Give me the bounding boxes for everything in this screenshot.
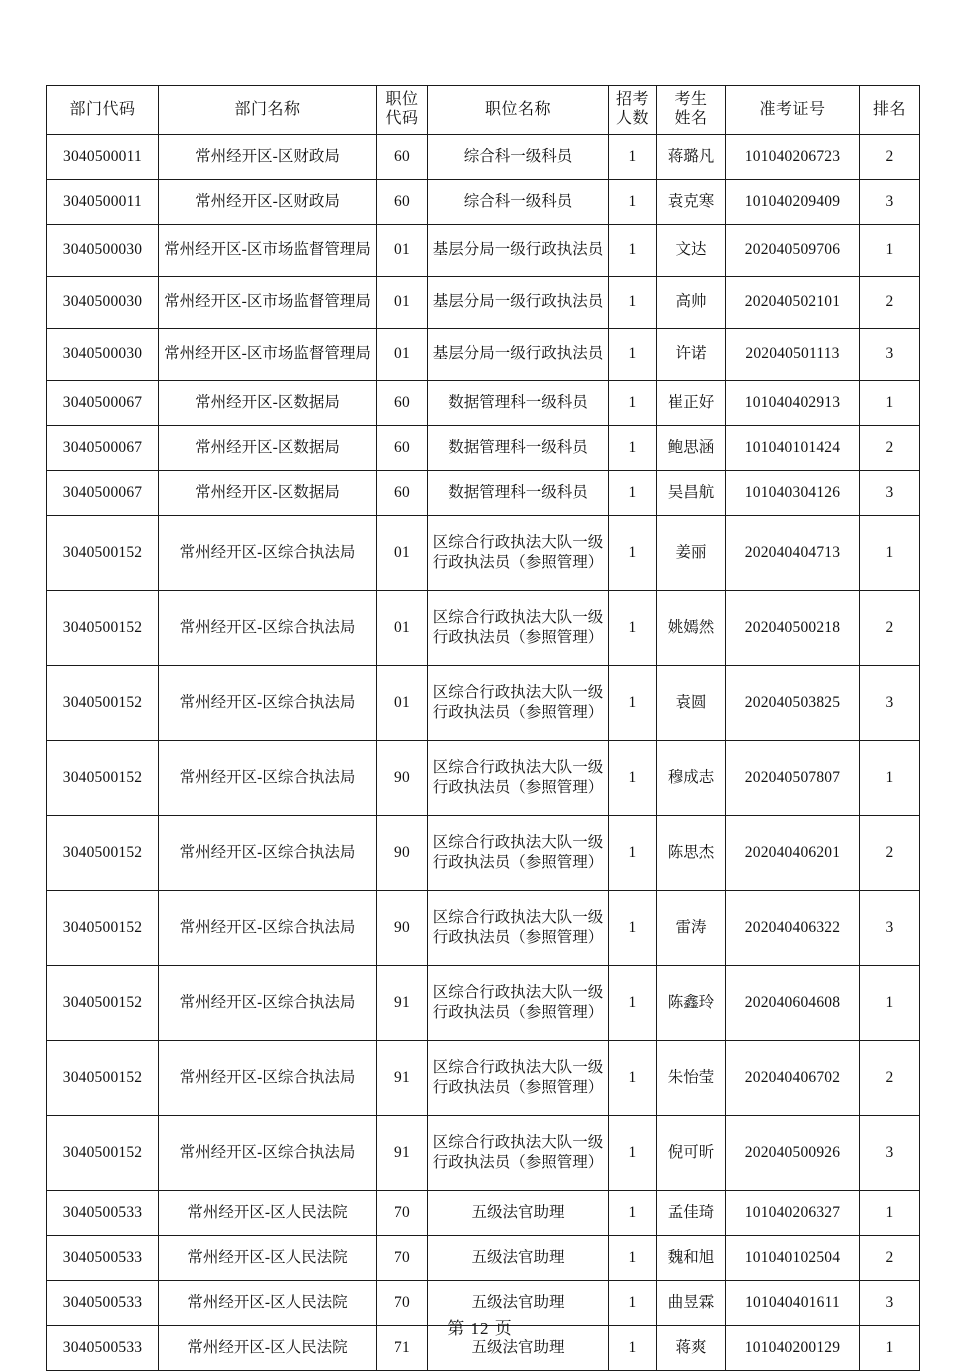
table-row bbox=[47, 515, 920, 590]
cell-exam-number: 202040406702 bbox=[726, 1040, 860, 1115]
cell-candidate-name: 孟佳琦 bbox=[657, 1190, 726, 1235]
cell-exam-number: 101040206723 bbox=[726, 134, 860, 179]
cell-rank: 3 bbox=[860, 890, 920, 965]
cell-department-code: 3040500533 bbox=[47, 1325, 159, 1370]
cell-position-code: 60 bbox=[377, 425, 428, 470]
cell-exam-number: 101040206327 bbox=[726, 1190, 860, 1235]
cell-department-code: 3040500152 bbox=[47, 665, 159, 740]
cell-position-code: 90 bbox=[377, 740, 428, 815]
cell-rank: 2 bbox=[860, 590, 920, 665]
cell-exam-number: 101040102504 bbox=[726, 1235, 860, 1280]
cell-position-code: 91 bbox=[377, 1040, 428, 1115]
cell-recruit-count: 1 bbox=[609, 740, 657, 815]
cell-position-code: 60 bbox=[377, 134, 428, 179]
cell-position-name: 区综合行政执法大队一级行政执法员（参照管理） bbox=[428, 590, 609, 665]
cell-department-code: 3040500152 bbox=[47, 1040, 159, 1115]
cell-recruit-count: 1 bbox=[609, 890, 657, 965]
cell-exam-number: 101040209409 bbox=[726, 179, 860, 224]
cell-recruit-count: 1 bbox=[609, 470, 657, 515]
cell-candidate-name: 高帅 bbox=[657, 276, 726, 328]
cell-position-name: 区综合行政执法大队一级行政执法员（参照管理） bbox=[428, 665, 609, 740]
cell-exam-number: 202040500218 bbox=[726, 590, 860, 665]
cell-department-name: 常州经开区-区数据局 bbox=[159, 470, 377, 515]
column-header-dept-name: 部门名称 bbox=[159, 86, 377, 135]
cell-exam-number: 202040507807 bbox=[726, 740, 860, 815]
cell-position-name: 区综合行政执法大队一级行政执法员（参照管理） bbox=[428, 1040, 609, 1115]
cell-rank: 3 bbox=[860, 328, 920, 380]
cell-department-name: 常州经开区-区财政局 bbox=[159, 134, 377, 179]
cell-department-name: 常州经开区-区综合执法局 bbox=[159, 515, 377, 590]
cell-exam-number: 202040502101 bbox=[726, 276, 860, 328]
table-row bbox=[47, 740, 920, 815]
cell-position-code: 01 bbox=[377, 515, 428, 590]
cell-rank: 3 bbox=[860, 1280, 920, 1325]
table-row bbox=[47, 134, 920, 179]
cell-department-code: 3040500152 bbox=[47, 740, 159, 815]
cell-department-name: 常州经开区-区市场监督管理局 bbox=[159, 328, 377, 380]
table-header-row bbox=[47, 86, 920, 135]
cell-candidate-name: 雷涛 bbox=[657, 890, 726, 965]
table-row bbox=[47, 890, 920, 965]
cell-rank: 2 bbox=[860, 276, 920, 328]
cell-candidate-name: 陈思杰 bbox=[657, 815, 726, 890]
page-footer: 第 12 页 bbox=[447, 1319, 513, 1338]
table-row bbox=[47, 224, 920, 276]
cell-department-name: 常州经开区-区市场监督管理局 bbox=[159, 224, 377, 276]
cell-recruit-count: 1 bbox=[609, 1325, 657, 1370]
cell-exam-number: 202040406201 bbox=[726, 815, 860, 890]
cell-position-name: 五级法官助理 bbox=[428, 1280, 609, 1325]
cell-position-code: 60 bbox=[377, 380, 428, 425]
cell-exam-number: 202040404713 bbox=[726, 515, 860, 590]
cell-candidate-name: 蒋爽 bbox=[657, 1325, 726, 1370]
cell-recruit-count: 1 bbox=[609, 1115, 657, 1190]
cell-candidate-name: 姜丽 bbox=[657, 515, 726, 590]
cell-rank: 1 bbox=[860, 740, 920, 815]
cell-recruit-count: 1 bbox=[609, 276, 657, 328]
cell-department-name: 常州经开区-区人民法院 bbox=[159, 1235, 377, 1280]
cell-exam-number: 101040200129 bbox=[726, 1325, 860, 1370]
cell-department-name: 常州经开区-区综合执法局 bbox=[159, 1115, 377, 1190]
cell-recruit-count: 1 bbox=[609, 590, 657, 665]
cell-department-code: 3040500152 bbox=[47, 515, 159, 590]
cell-exam-number: 202040509706 bbox=[726, 224, 860, 276]
column-header-candidate-name bbox=[657, 86, 726, 135]
cell-rank: 2 bbox=[860, 425, 920, 470]
cell-candidate-name: 朱怡莹 bbox=[657, 1040, 726, 1115]
cell-department-code: 3040500152 bbox=[47, 1115, 159, 1190]
cell-department-code: 3040500067 bbox=[47, 380, 159, 425]
cell-rank: 1 bbox=[860, 224, 920, 276]
cell-exam-number: 101040401611 bbox=[726, 1280, 860, 1325]
table-row bbox=[47, 328, 920, 380]
column-header-position-code-line1: 职位 bbox=[385, 91, 419, 108]
cell-candidate-name: 倪可昕 bbox=[657, 1115, 726, 1190]
cell-department-code: 3040500067 bbox=[47, 470, 159, 515]
table-body bbox=[47, 134, 920, 1370]
column-header-position-name: 职位名称 bbox=[428, 86, 609, 135]
cell-department-code: 3040500067 bbox=[47, 425, 159, 470]
cell-position-code: 01 bbox=[377, 276, 428, 328]
cell-department-code: 3040500030 bbox=[47, 224, 159, 276]
cell-position-name: 基层分局一级行政执法员 bbox=[428, 328, 609, 380]
candidate-ranking-table bbox=[46, 85, 920, 1371]
cell-recruit-count: 1 bbox=[609, 1235, 657, 1280]
cell-candidate-name: 穆成志 bbox=[657, 740, 726, 815]
cell-recruit-count: 1 bbox=[609, 815, 657, 890]
cell-rank: 3 bbox=[860, 1115, 920, 1190]
table-row bbox=[47, 1190, 920, 1235]
cell-rank: 2 bbox=[860, 815, 920, 890]
cell-recruit-count: 1 bbox=[609, 179, 657, 224]
table-row bbox=[47, 590, 920, 665]
cell-candidate-name: 崔正好 bbox=[657, 380, 726, 425]
cell-department-name: 常州经开区-区综合执法局 bbox=[159, 965, 377, 1040]
column-header-recruit-count-line1: 招考 bbox=[615, 91, 649, 108]
cell-position-code: 60 bbox=[377, 179, 428, 224]
column-header-candidate-name-line1: 考生 bbox=[674, 91, 708, 108]
cell-department-name: 常州经开区-区数据局 bbox=[159, 425, 377, 470]
cell-recruit-count: 1 bbox=[609, 1280, 657, 1325]
cell-recruit-count: 1 bbox=[609, 1040, 657, 1115]
cell-rank: 1 bbox=[860, 380, 920, 425]
column-header-recruit-count-line2: 人数 bbox=[615, 109, 649, 127]
table-row bbox=[47, 665, 920, 740]
cell-position-name: 区综合行政执法大队一级行政执法员（参照管理） bbox=[428, 890, 609, 965]
column-header-position-code-line2: 代码 bbox=[385, 109, 419, 127]
cell-department-name: 常州经开区-区人民法院 bbox=[159, 1280, 377, 1325]
cell-exam-number: 101040402913 bbox=[726, 380, 860, 425]
cell-position-code: 01 bbox=[377, 665, 428, 740]
cell-candidate-name: 许诺 bbox=[657, 328, 726, 380]
column-header-position-code bbox=[377, 86, 428, 135]
cell-candidate-name: 曲昱霖 bbox=[657, 1280, 726, 1325]
cell-exam-number: 202040604608 bbox=[726, 965, 860, 1040]
cell-recruit-count: 1 bbox=[609, 965, 657, 1040]
cell-department-name: 常州经开区-区数据局 bbox=[159, 380, 377, 425]
cell-position-name: 五级法官助理 bbox=[428, 1325, 609, 1370]
column-header-dept-code: 部门代码 bbox=[47, 86, 159, 135]
cell-exam-number: 202040406322 bbox=[726, 890, 860, 965]
cell-position-name: 基层分局一级行政执法员 bbox=[428, 224, 609, 276]
cell-department-code: 3040500152 bbox=[47, 815, 159, 890]
table-header bbox=[47, 86, 920, 135]
cell-position-name: 区综合行政执法大队一级行政执法员（参照管理） bbox=[428, 965, 609, 1040]
cell-exam-number: 202040503825 bbox=[726, 665, 860, 740]
cell-department-code: 3040500533 bbox=[47, 1280, 159, 1325]
cell-exam-number: 101040304126 bbox=[726, 470, 860, 515]
cell-department-code: 3040500030 bbox=[47, 328, 159, 380]
cell-rank: 1 bbox=[860, 1325, 920, 1370]
cell-rank: 2 bbox=[860, 134, 920, 179]
cell-recruit-count: 1 bbox=[609, 328, 657, 380]
cell-position-name: 区综合行政执法大队一级行政执法员（参照管理） bbox=[428, 1115, 609, 1190]
cell-candidate-name: 吴昌航 bbox=[657, 470, 726, 515]
cell-position-name: 区综合行政执法大队一级行政执法员（参照管理） bbox=[428, 515, 609, 590]
table-row bbox=[47, 1040, 920, 1115]
cell-candidate-name: 蒋璐凡 bbox=[657, 134, 726, 179]
cell-recruit-count: 1 bbox=[609, 380, 657, 425]
cell-position-code: 70 bbox=[377, 1280, 428, 1325]
cell-recruit-count: 1 bbox=[609, 425, 657, 470]
cell-position-name: 区综合行政执法大队一级行政执法员（参照管理） bbox=[428, 740, 609, 815]
cell-position-name: 基层分局一级行政执法员 bbox=[428, 276, 609, 328]
cell-recruit-count: 1 bbox=[609, 665, 657, 740]
cell-department-code: 3040500152 bbox=[47, 590, 159, 665]
table-row bbox=[47, 1115, 920, 1190]
cell-rank: 2 bbox=[860, 1235, 920, 1280]
cell-department-name: 常州经开区-区综合执法局 bbox=[159, 740, 377, 815]
cell-department-name: 常州经开区-区人民法院 bbox=[159, 1190, 377, 1235]
column-header-candidate-name-line2: 姓名 bbox=[674, 109, 708, 127]
cell-department-code: 3040500030 bbox=[47, 276, 159, 328]
cell-position-name: 五级法官助理 bbox=[428, 1190, 609, 1235]
cell-position-code: 71 bbox=[377, 1325, 428, 1370]
cell-rank: 2 bbox=[860, 1040, 920, 1115]
cell-department-name: 常州经开区-区人民法院 bbox=[159, 1325, 377, 1370]
table-row bbox=[47, 470, 920, 515]
cell-department-code: 3040500152 bbox=[47, 890, 159, 965]
cell-position-code: 91 bbox=[377, 965, 428, 1040]
cell-position-code: 70 bbox=[377, 1190, 428, 1235]
cell-position-code: 90 bbox=[377, 890, 428, 965]
column-header-rank: 排名 bbox=[860, 86, 920, 135]
cell-position-code: 01 bbox=[377, 224, 428, 276]
cell-position-name: 区综合行政执法大队一级行政执法员（参照管理） bbox=[428, 815, 609, 890]
cell-rank: 3 bbox=[860, 179, 920, 224]
cell-department-name: 常州经开区-区综合执法局 bbox=[159, 665, 377, 740]
table-row bbox=[47, 276, 920, 328]
cell-position-name: 综合科一级科员 bbox=[428, 179, 609, 224]
cell-recruit-count: 1 bbox=[609, 224, 657, 276]
cell-position-code: 01 bbox=[377, 328, 428, 380]
cell-rank: 1 bbox=[860, 515, 920, 590]
cell-department-code: 3040500152 bbox=[47, 965, 159, 1040]
cell-candidate-name: 姚嫣然 bbox=[657, 590, 726, 665]
cell-candidate-name: 陈鑫玲 bbox=[657, 965, 726, 1040]
table-row bbox=[47, 815, 920, 890]
table-row bbox=[47, 179, 920, 224]
cell-position-name: 数据管理科一级科员 bbox=[428, 425, 609, 470]
table-row bbox=[47, 965, 920, 1040]
column-header-exam-number: 准考证号 bbox=[726, 86, 860, 135]
cell-department-code: 3040500533 bbox=[47, 1235, 159, 1280]
cell-position-name: 五级法官助理 bbox=[428, 1235, 609, 1280]
cell-position-name: 数据管理科一级科员 bbox=[428, 380, 609, 425]
cell-department-name: 常州经开区-区综合执法局 bbox=[159, 815, 377, 890]
cell-position-code: 91 bbox=[377, 1115, 428, 1190]
cell-recruit-count: 1 bbox=[609, 1190, 657, 1235]
table-row bbox=[47, 425, 920, 470]
cell-exam-number: 202040500926 bbox=[726, 1115, 860, 1190]
cell-recruit-count: 1 bbox=[609, 515, 657, 590]
cell-department-code: 3040500011 bbox=[47, 134, 159, 179]
cell-position-name: 综合科一级科员 bbox=[428, 134, 609, 179]
cell-position-code: 90 bbox=[377, 815, 428, 890]
cell-department-name: 常州经开区-区综合执法局 bbox=[159, 590, 377, 665]
table-row bbox=[47, 380, 920, 425]
cell-recruit-count: 1 bbox=[609, 134, 657, 179]
cell-position-code: 01 bbox=[377, 590, 428, 665]
cell-rank: 3 bbox=[860, 665, 920, 740]
cell-position-name: 数据管理科一级科员 bbox=[428, 470, 609, 515]
cell-candidate-name: 鲍思涵 bbox=[657, 425, 726, 470]
cell-rank: 1 bbox=[860, 1190, 920, 1235]
cell-exam-number: 202040501113 bbox=[726, 328, 860, 380]
cell-position-code: 60 bbox=[377, 470, 428, 515]
cell-candidate-name: 魏和旭 bbox=[657, 1235, 726, 1280]
cell-position-code: 70 bbox=[377, 1235, 428, 1280]
cell-rank: 1 bbox=[860, 965, 920, 1040]
cell-department-code: 3040500011 bbox=[47, 179, 159, 224]
cell-department-name: 常州经开区-区财政局 bbox=[159, 179, 377, 224]
cell-department-name: 常州经开区-区综合执法局 bbox=[159, 1040, 377, 1115]
column-header-recruit-count bbox=[609, 86, 657, 135]
cell-candidate-name: 文达 bbox=[657, 224, 726, 276]
cell-candidate-name: 袁克寒 bbox=[657, 179, 726, 224]
cell-department-code: 3040500533 bbox=[47, 1190, 159, 1235]
cell-rank: 3 bbox=[860, 470, 920, 515]
cell-department-name: 常州经开区-区综合执法局 bbox=[159, 890, 377, 965]
cell-department-name: 常州经开区-区市场监督管理局 bbox=[159, 276, 377, 328]
cell-exam-number: 101040101424 bbox=[726, 425, 860, 470]
table-row bbox=[47, 1235, 920, 1280]
cell-candidate-name: 袁圆 bbox=[657, 665, 726, 740]
